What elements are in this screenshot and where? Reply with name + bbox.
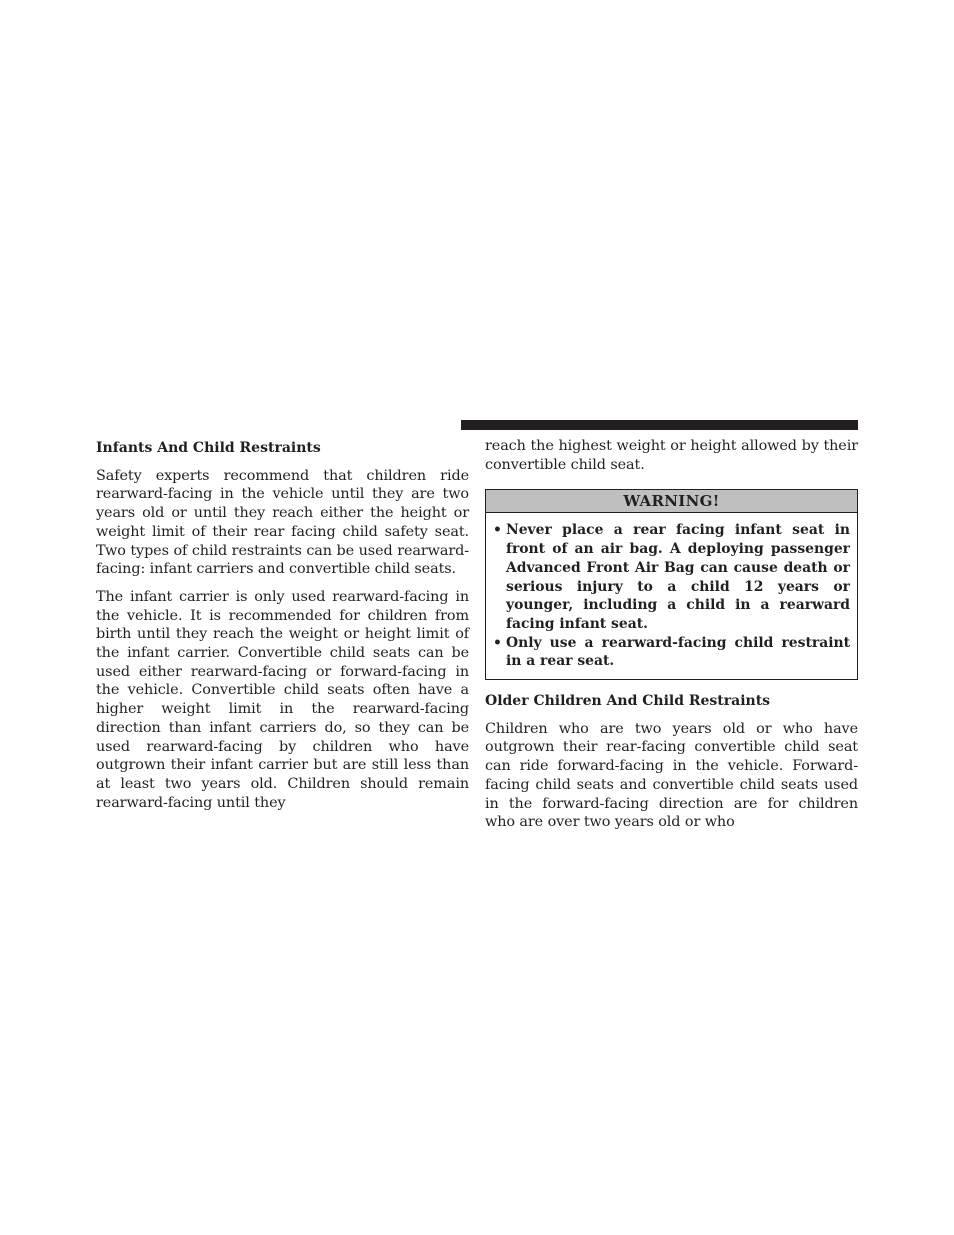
section-heading-infants: Infants And Child Restraints	[96, 440, 321, 456]
right-column	[485, 437, 858, 832]
section-rule	[461, 420, 858, 430]
warning-item	[493, 521, 850, 633]
warning-box	[485, 489, 858, 680]
warning-item-text: Only use a rearward-facing child restraint in a rear seat.	[506, 634, 850, 670]
paragraph-older-children: Children who are two years old or who have outgrown their rear-facing convertible child seat can ride forward-facing in the vehicle. Forward-facing child seats and convertible child seats used in the forward-facing direction are for children who are over two years old or who	[485, 720, 858, 831]
warning-list	[486, 513, 857, 679]
warning-item-text: Never place a rear facing infant seat in front of an air bag. A deploying passenger Advanced Front Air Bag can cause death or serious injury to a child 12 years or younger, including a child in a rearward facing infant seat.	[506, 522, 850, 632]
paragraph-safety-experts: Safety experts recommend that children ride rearward-facing in the vehicle until they are two years old or until they reach either the height or weight limit of their rear facing child safety seat. Two types of child restraints can be used rearward-facing: infant carriers and convertible child seats.	[96, 467, 469, 578]
section-heading-older-children: Older Children And Child Restraints	[485, 693, 771, 710]
bullet-icon: •	[493, 522, 502, 539]
paragraph-infant-carrier: The infant carrier is only used rearward-facing in the vehicle. It is recommended for children from birth until they reach the weight or height limit of the infant carrier. Convertible child seats can be used either rearward-facing or forward-facing in the vehicle. Convertible child seats often have a higher weight limit in the rearward-facing direction than infant carriers do, so they can be used rearward-facing by children who have outgrown their infant carrier but are still less than at least two years old. Children should remain rearward-facing until they	[96, 588, 469, 811]
left-column	[96, 437, 469, 812]
paragraph-continued: reach the highest weight or height allowed by their convertible child seat.	[485, 438, 858, 473]
warning-title: WARNING!	[486, 490, 857, 513]
warning-item	[493, 634, 850, 671]
bullet-icon: •	[493, 634, 502, 651]
